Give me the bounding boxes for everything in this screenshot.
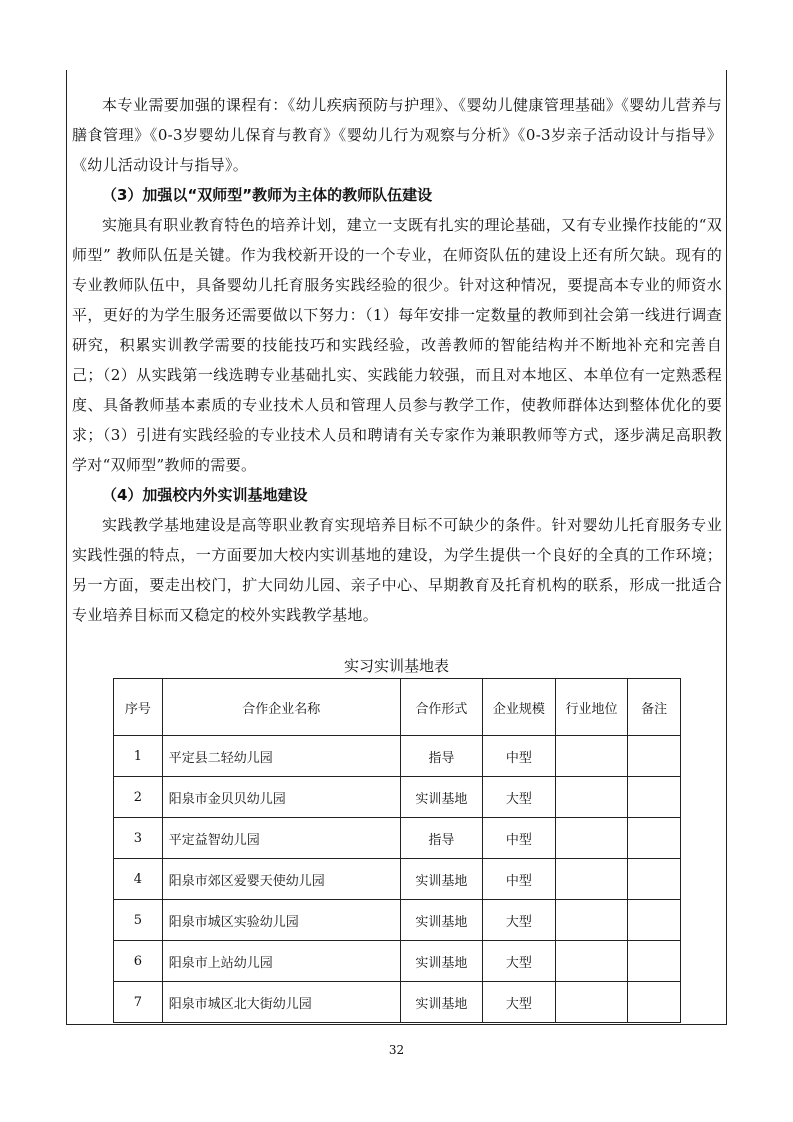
table-row bbox=[114, 818, 681, 859]
cell-cooperation-form: 实训基地 bbox=[400, 900, 482, 941]
table-header-row bbox=[114, 679, 681, 736]
header-no: 序号 bbox=[114, 679, 163, 736]
heading-teacher-team: （3）加强以“双师型”教师为主体的教师队伍建设 bbox=[102, 186, 433, 204]
table-row bbox=[114, 736, 681, 777]
cell-cooperation-form: 实训基地 bbox=[400, 777, 482, 818]
paragraph-training-base: 实践教学基地建设是高等职业教育实现培养目标不可缺少的条件。针对婴幼儿托育服务专业实践性强的特点，一方面要加大校内实训基地的建设，为学生提供一个良好的全真的工作环境；另一方面，要走出校门，扩大同幼儿园、亲子中心、早期教育及托育机构的联系，形成一批适合专业培养目标而又稳定的校外实践教学基地。 bbox=[72, 516, 722, 624]
header-company-name: 合作企业名称 bbox=[162, 679, 400, 736]
table-body bbox=[114, 736, 681, 1023]
table-row bbox=[114, 982, 681, 1023]
cell-company-name: 平定益智幼儿园 bbox=[162, 818, 400, 859]
cell-no: 4 bbox=[114, 859, 163, 900]
cell-cooperation-form: 实训基地 bbox=[400, 859, 482, 900]
cell-scale: 中型 bbox=[483, 736, 556, 777]
cell-industry-position bbox=[555, 941, 628, 982]
cell-scale: 大型 bbox=[483, 777, 556, 818]
cell-scale: 中型 bbox=[483, 859, 556, 900]
paragraph-teacher-team: 实施具有职业教育特色的培养计划，建立一支既有扎实的理论基础，又有专业操作技能的“双师型” 教师队伍是关键。作为我校新开设的一个专业，在师资队伍的建设上还有所欠缺。现有的专业教师队伍中，具备婴幼儿托育服务实践经验的很少。针对这种情况，要提高本专业的师资水平，更好的为学生服务还需要做以下努力：（1）每年安排一定数量的教师到社会第一线进行调查研究，积累实训教学需要的技能技巧和实践经验，改善教师的智能结构并不断地补充和完善自己；（2）从实践第一线选聘专业基础扎实、实践能力较强，而且对本地区、本单位有一定熟悉程度、具备教师基本素质的专业技术人员和管理人员参与教学工作，使教师群体达到整体优化的要求；（3）引进有实践经验的专业技术人员和聘请有关专家作为兼职教师等方式，逐步满足高职教学对“双师型”教师的需要。 bbox=[72, 216, 722, 474]
cell-cooperation-form: 指导 bbox=[400, 818, 482, 859]
cell-scale: 大型 bbox=[483, 982, 556, 1023]
table-row bbox=[114, 777, 681, 818]
cell-industry-position bbox=[555, 859, 628, 900]
cell-company-name: 阳泉市金贝贝幼儿园 bbox=[162, 777, 400, 818]
body-text bbox=[72, 90, 722, 630]
cell-cooperation-form: 指导 bbox=[400, 736, 482, 777]
training-base-table bbox=[113, 678, 681, 1023]
table-row bbox=[114, 900, 681, 941]
cell-industry-position bbox=[555, 818, 628, 859]
cell-scale: 大型 bbox=[483, 900, 556, 941]
cell-remarks bbox=[628, 900, 681, 941]
table-row bbox=[114, 859, 681, 900]
cell-no: 6 bbox=[114, 941, 163, 982]
cell-no: 2 bbox=[114, 777, 163, 818]
cell-no: 7 bbox=[114, 982, 163, 1023]
cell-remarks bbox=[628, 941, 681, 982]
cell-remarks bbox=[628, 777, 681, 818]
cell-no: 3 bbox=[114, 818, 163, 859]
page-number: 32 bbox=[388, 1043, 405, 1057]
cell-company-name: 阳泉市城区实验幼儿园 bbox=[162, 900, 400, 941]
cell-cooperation-form: 实训基地 bbox=[400, 982, 482, 1023]
header-scale: 企业规模 bbox=[483, 679, 556, 736]
cell-industry-position bbox=[555, 900, 628, 941]
table-row bbox=[114, 941, 681, 982]
cell-no: 1 bbox=[114, 736, 163, 777]
cell-industry-position bbox=[555, 982, 628, 1023]
cell-remarks bbox=[628, 859, 681, 900]
heading-training-base: （4）加强校内外实训基地建设 bbox=[102, 486, 308, 504]
cell-scale: 中型 bbox=[483, 818, 556, 859]
cell-industry-position bbox=[555, 777, 628, 818]
paragraph-courses: 本专业需要加强的课程有：《幼儿疾病预防与护理》、《婴幼儿健康管理基础》《婴幼儿营养与膳食管理》《0-3岁婴幼儿保育与教育》《婴幼儿行为观察与分析》《0-3岁亲子活动设计与指导》《幼儿活动设计与指导》。 bbox=[72, 96, 722, 174]
cell-remarks bbox=[628, 818, 681, 859]
table-caption: 实习实训基地表 bbox=[343, 657, 449, 675]
header-remarks: 备注 bbox=[628, 679, 681, 736]
cell-cooperation-form: 实训基地 bbox=[400, 941, 482, 982]
cell-no: 5 bbox=[114, 900, 163, 941]
header-industry-position: 行业地位 bbox=[555, 679, 628, 736]
cell-industry-position bbox=[555, 736, 628, 777]
cell-scale: 大型 bbox=[483, 941, 556, 982]
header-cooperation-form: 合作形式 bbox=[400, 679, 482, 736]
cell-remarks bbox=[628, 736, 681, 777]
cell-company-name: 阳泉市郊区爱婴天使幼儿园 bbox=[162, 859, 400, 900]
cell-company-name: 平定县二轻幼儿园 bbox=[162, 736, 400, 777]
cell-remarks bbox=[628, 982, 681, 1023]
cell-company-name: 阳泉市城区北大街幼儿园 bbox=[162, 982, 400, 1023]
cell-company-name: 阳泉市上站幼儿园 bbox=[162, 941, 400, 982]
